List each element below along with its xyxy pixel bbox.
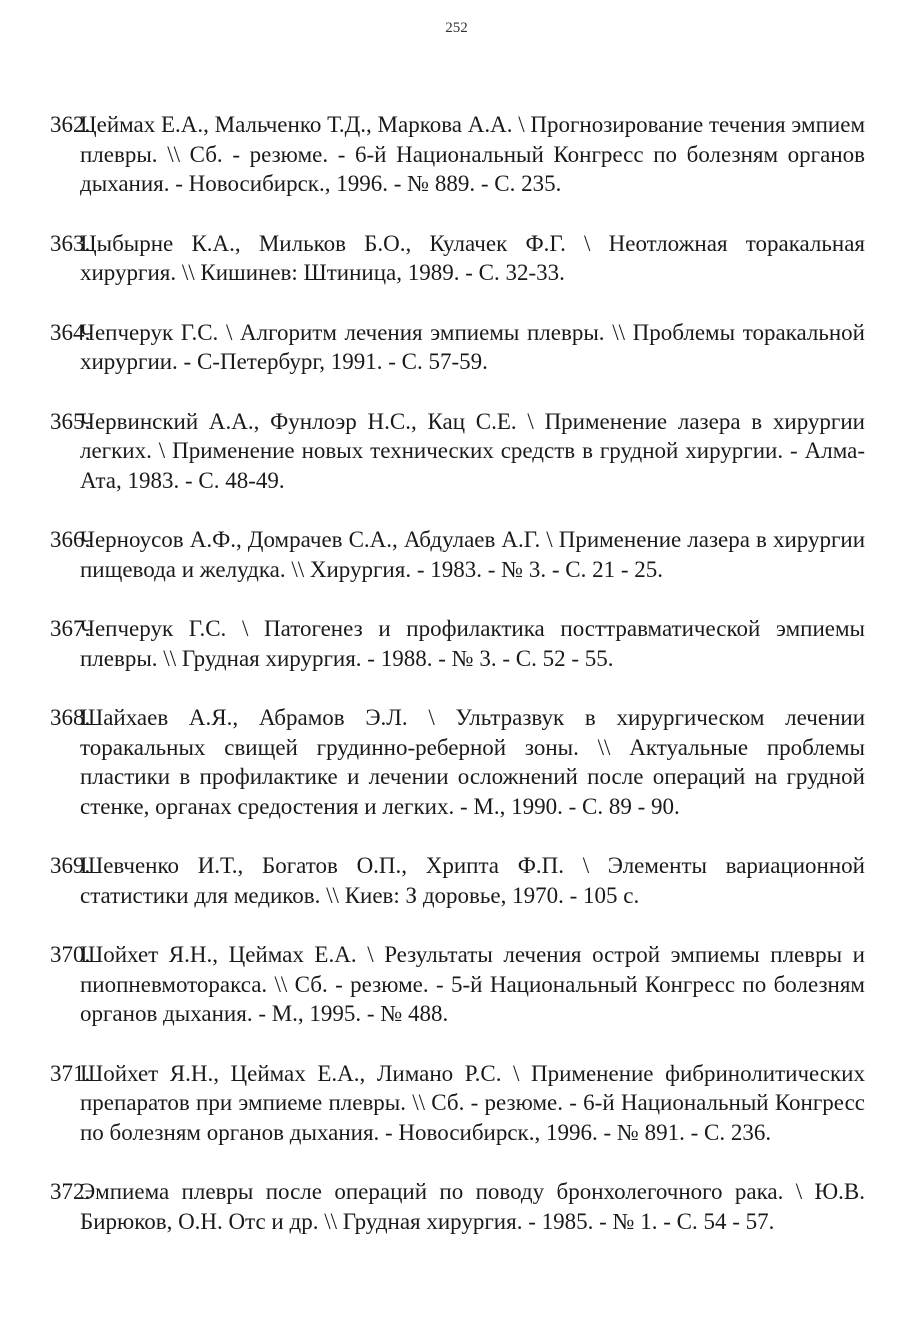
reference-number: 365.	[50, 408, 91, 434]
reference-number: 370.	[50, 942, 91, 967]
reference-text: Эмпиема плевры после операций по поводу бронхолегочного рака. \ Ю.В. Бирюков, О.Н. Отс и др. \\ Грудная хирургия. - 1985. - № 1. - С. 54 - 57.	[80, 1179, 865, 1234]
reference-text: Шойхет Я.Н., Цеймах Е.А. \ Результаты лечения острой эмпиемы плевры и пиопневмоторакса. \\ Сб. - резюме. - 5-й Национальный Конгресс по болезням органов дыхания. - М., 1995. - № 488.	[80, 942, 865, 1026]
reference-text: Чепчерук Г.С. \ Алгоритм лечения эмпиемы плевры. \\ Проблемы торакальной хирургии. - С-Петербург, 1991. - С. 57-59.	[80, 319, 865, 374]
reference-number: 362.	[50, 112, 91, 137]
reference-item-372	[50, 1177, 865, 1236]
reference-item-369	[50, 851, 865, 910]
reference-item-371	[50, 1059, 865, 1148]
reference-number: 367.	[50, 616, 91, 641]
reference-list	[50, 110, 865, 1266]
reference-item-367	[50, 614, 865, 673]
reference-number: 363.	[50, 230, 91, 256]
reference-item-363	[50, 229, 865, 288]
reference-text: Шевченко И.Т., Богатов О.П., Хрипта Ф.П. \ Элементы вариационной статистики для медиков. \\ Киев: З доровье, 1970. - 105 с.	[80, 853, 865, 908]
reference-item-368	[50, 703, 865, 821]
reference-text: Чепчерук Г.С. \ Патогенез и профилактика посттравматической эмпиемы плевры. \\ Грудная хирургия. - 1988. - № 3. - С. 52 - 55.	[80, 616, 865, 671]
reference-number: 368.	[50, 705, 91, 730]
reference-item-364	[50, 318, 865, 377]
reference-number: 364.	[50, 319, 91, 345]
reference-number: 371.	[50, 1060, 91, 1086]
reference-text: Цеймах Е.А., Мальченко Т.Д., Маркова А.А. \ Прогнозирование течения эмпием плевры. \\ Сб. - резюме. - 6-й Национальный Конгресс по болезням органов дыхания. - Новосибирск., 1996. - № 889. - С. 235.	[80, 112, 865, 196]
reference-item-362	[50, 110, 865, 199]
reference-text: Червинский А.А., Фунлоэр Н.С., Кац С.Е. \ Применение лазера в хирургии легких. \ Применение новых технических средств в грудной хирургии. - Алма-Ата, 1983. - С. 48-49.	[80, 408, 865, 493]
reference-item-366	[50, 525, 865, 584]
reference-number: 366.	[50, 527, 91, 552]
reference-text: Черноусов А.Ф., Домрачев С.А., Абдулаев А.Г. \ Применение лазера в хирургии пищевода и желудка. \\ Хирургия. - 1983. - № 3. - С. 21 - 25.	[80, 527, 865, 582]
reference-number: 372.	[50, 1179, 91, 1204]
page-number: 252	[445, 20, 468, 36]
reference-item-370	[50, 940, 865, 1029]
reference-text: Цыбырне К.А., Мильков Б.О., Кулачек Ф.Г. \ Неотложная торакальная хирургия. \\ Кишинев: Штиница, 1989. - С. 32-33.	[80, 230, 865, 285]
reference-item-365	[50, 407, 865, 496]
reference-number: 369.	[50, 853, 91, 878]
reference-text: Шайхаев А.Я., Абрамов Э.Л. \ Ультразвук в хирургическом лечении торакальных свищей грудинно-реберной зоны. \\ Актуальные проблемы пластики в профилактике и лечении осложнений после операций на грудной стенке, органах средостения и легких. - М., 1990. - С. 89 - 90.	[80, 705, 865, 819]
reference-text: Шойхет Я.Н., Цеймах Е.А., Лимано Р.С. \ Применение фибринолитических препаратов при эмпиеме плевры. \\ Сб. - резюме. - 6-й Национальный Конгресс по болезням органов дыхания. - Новосибирск., 1996. - № 891. - С. 236.	[80, 1060, 865, 1145]
